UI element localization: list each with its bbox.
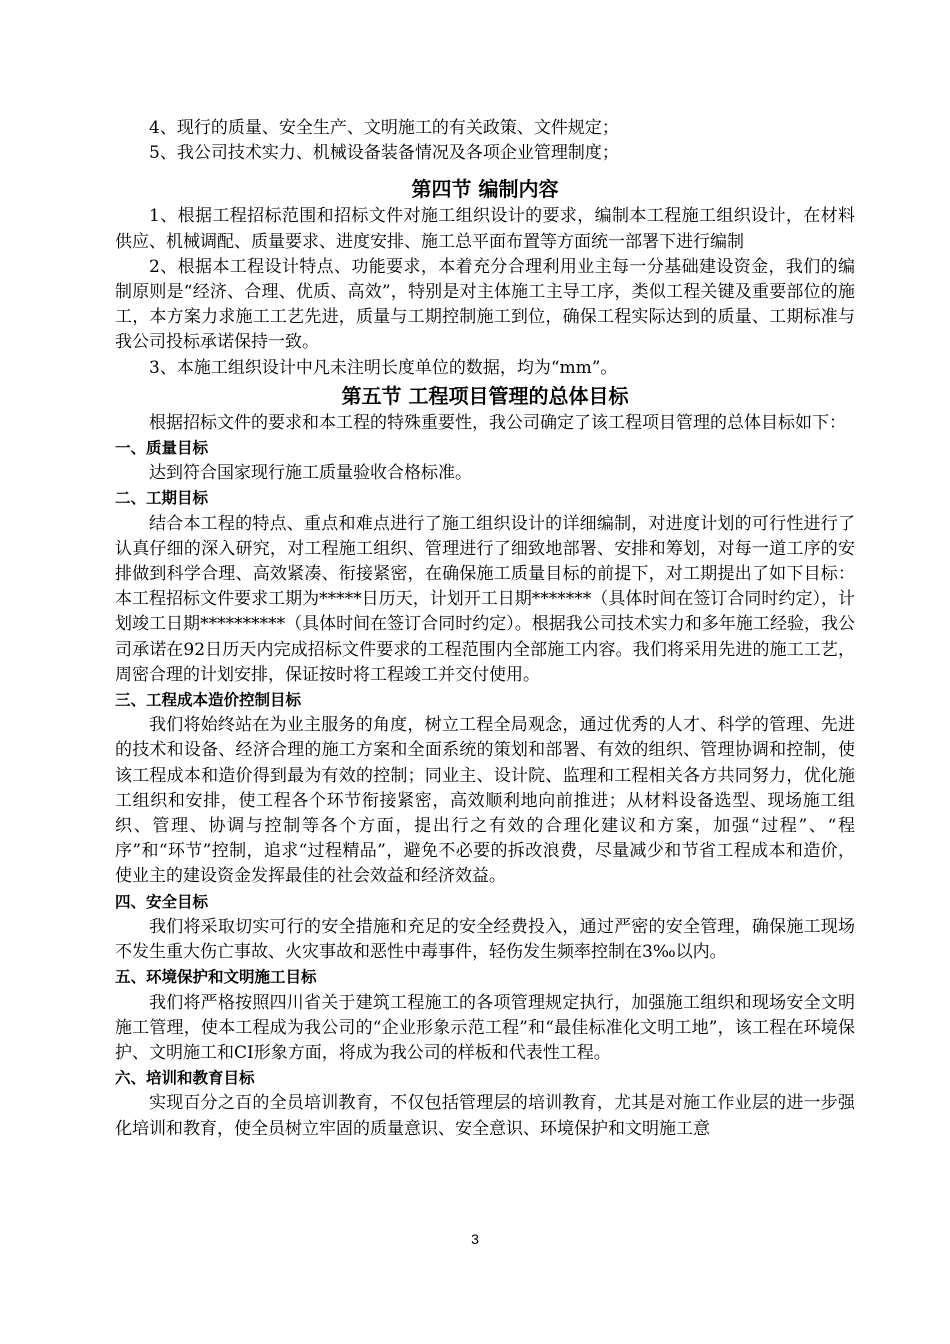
cost-goal-text: 我们将始终站在为业主服务的角度，树立工程全局观念，通过优秀的人才、科学的管理、先进的技术和设备、经济合理的施工方案和全面系统的策划和部署、有效的组织、管理协调和控制，使该工程成本和造价得到最为有效的控制；同业主、设计院、监理和工程相关各方共同努力，优化施工组织和安排，使工程各个环节衔接紧密，高效顺利地向前推进；从材料设备选型、现场施工组织、管理、协调与控制等各个方面，提出行之有效的合理化建议和方案，加强“过程”、“程序”和“环节”控制，追求“过程精品”，避免不必要的拆改浪费，尽量减少和节省工程成本和造价，使业主的建设资金发挥最佳的社会效益和经济效益。 xyxy=(115,715,855,887)
section-4-paragraph-2: 2、根据本工程设计特点、功能要求，本着充分合理利用业主每一分基础建设资金，我们的编制原则是“经济、合理、优质、高效”，特别是对主体施工主导工序，类似工程关键及重要部位的施工，本方案力求施工工艺先进，质量与工期控制施工到位，确保工程实际达到的质量、工期标准与我公司投标承诺保持一致。 xyxy=(115,256,855,353)
section-4-paragraph-3: 3、本施工组织设计中凡未注明长度单位的数据，均为“mm”。 xyxy=(149,357,618,378)
section-4-paragraph-1: 1、根据工程招标范围和招标文件对施工组织设计的要求，编制本工程施工组织设计，在材料供应、机械调配、质量要求、进度安排、施工总平面布置等方面统一部署下进行编制 xyxy=(115,206,855,252)
section-5-intro: 根据招标文件的要求和本工程的特殊重要性，我公司确定了该工程项目管理的总体目标如下： xyxy=(149,412,846,433)
basis-item-4: 4、现行的质量、安全生产、文明施工的有关政策、文件规定； xyxy=(149,118,619,138)
section-4-title: 第四节 编制内容 xyxy=(411,177,559,202)
basis-item-5: 5、我公司技术实力、机械设备装备情况及各项企业管理制度； xyxy=(149,143,619,164)
environment-goal-text: 我们将严格按照四川省关于建筑工程施工的各项管理规定执行，加强施工组织和现场安全文明施工管理，使本工程成为我公司的“企业形象示范工程”和“最佳标准化文明工地”，该工程在环境保护、文明施工和CI形象方面，将成为我公司的样板和代表性工程。 xyxy=(115,992,855,1063)
safety-goal-text: 我们将采取切实可行的安全措施和充足的安全经费投入，通过严密的安全管理，确保施工现场不发生重大伤亡事故、火灾事故和恶性中毒事件，轻伤发生频率控制在3‰以内。 xyxy=(115,916,855,963)
quality-goal-heading: 一、质量目标 xyxy=(115,439,209,458)
document-page xyxy=(115,116,855,1142)
schedule-goal-text: 结合本工程的特点、重点和难点进行了施工组织设计的详细编制，对进度计划的可行性进行了认真仔细的深入研究，对工程施工组织、管理进行了细致地部署、安排和筹划，对每一道工序的安排做到科学合理、高效紧凑、衔接紧密，在确保施工质量目标的前提下，对工期提出了如下目标：本工程招标文件要求工期为*****日历天，计划开工日期*******（具体时间在签订合同时约定），计划竣工日期**********（具体时间在签订合同时约定）。根据我公司技术实力和多年施工经验，我公司承诺在92日历天内完成招标文件要求的工程范围内全部施工内容。我们将采用先进的施工工艺，周密合理的计划安排，保证按时将工程竣工并交付使用。 xyxy=(115,513,855,685)
safety-goal-heading: 四、安全目标 xyxy=(115,892,209,911)
training-goal-text: 实现百分之百的全员培训教育，不仅包括管理层的培训教育，尤其是对施工作业层的进一步强化培训和教育，使全员树立牢固的质量意识、安全意识、环境保护和文明施工意 xyxy=(115,1093,855,1139)
cost-goal-heading: 三、工程成本造价控制目标 xyxy=(115,691,302,710)
environment-goal-heading: 五、环境保护和文明施工目标 xyxy=(115,968,317,987)
section-5-title: 第五节 工程项目管理的总体目标 xyxy=(341,383,629,408)
schedule-goal-heading: 二、工期目标 xyxy=(115,489,209,508)
quality-goal-text: 达到符合国家现行施工质量验收合格标准。 xyxy=(149,463,472,484)
training-goal-heading: 六、培训和教育目标 xyxy=(115,1069,255,1088)
page-number: 3 xyxy=(471,1231,479,1247)
